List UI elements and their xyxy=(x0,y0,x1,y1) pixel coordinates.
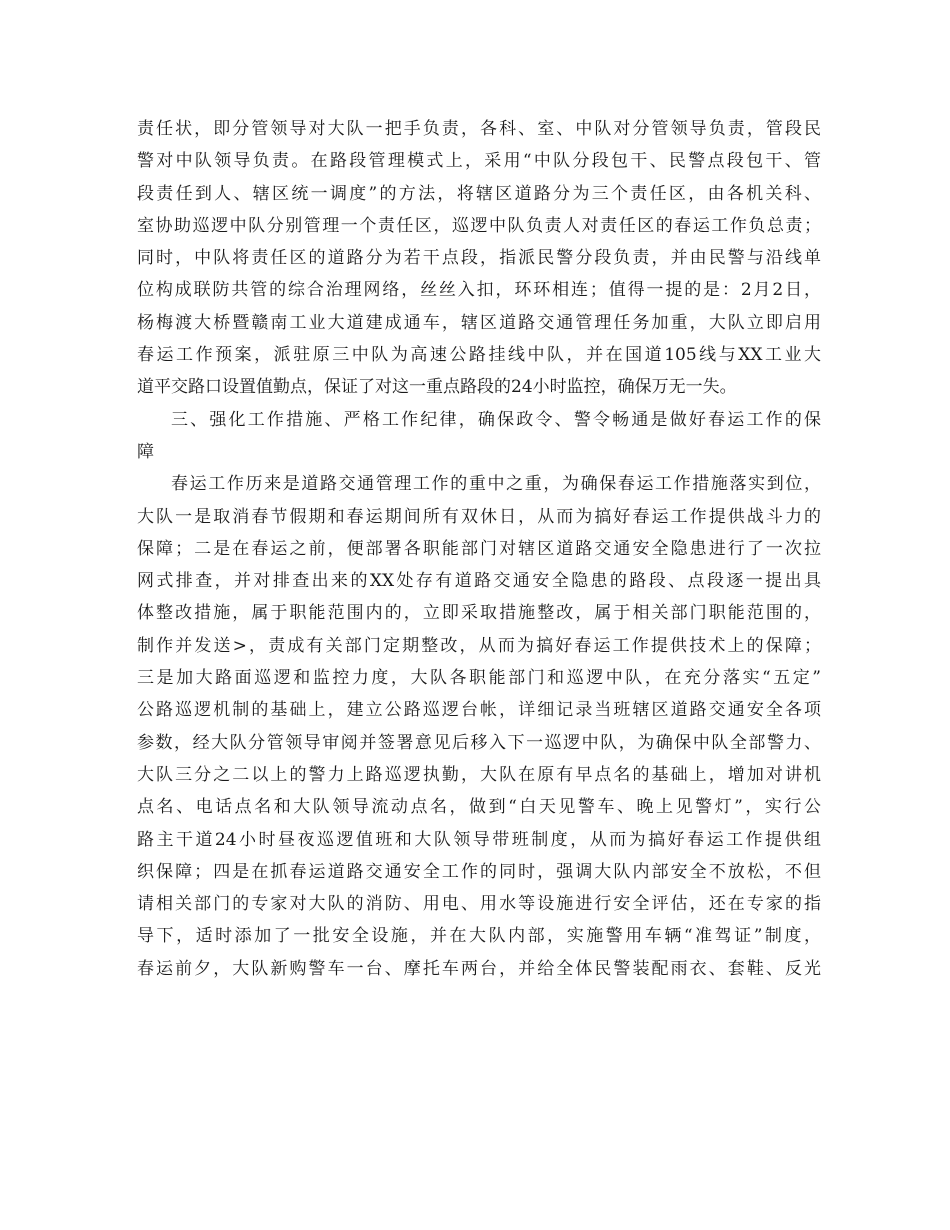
text-line: 段责任到人、辖区统一调度”的方法，将辖区道路分为三个责任区，由各机关科、 xyxy=(137,183,821,204)
text-line: 三是加大路面巡逻和监控力度，大队各职能部门和巡逻中队，在充分落实“五定” xyxy=(137,668,821,689)
text-line: 春运工作预案，派驻原三中队为高速公路挂线中队，并在国道105线与XX工业大 xyxy=(137,345,821,366)
text-line: 大队三分之二以上的警力上路巡逻执勤，大队在原有早点名的基础上，增加对讲机 xyxy=(137,764,821,785)
paragraph xyxy=(137,113,821,404)
text-line: 春运工作历来是道路交通管理工作的重中之重，为确保春运工作措施落实到位， xyxy=(171,474,821,495)
text-line: 公路巡逻机制的基础上，建立公路巡逻台帐，详细记录当班辖区道路交通安全各项 xyxy=(137,700,821,721)
text-line: 导下，适时添加了一批安全设施，并在大队内部，实施警用车辆“准驾证”制度， xyxy=(137,926,821,947)
text-line: 同时，中队将责任区的道路分为若干点段，指派民警分段负责，并由民警与沿线单 xyxy=(137,248,821,269)
paragraph xyxy=(137,468,821,985)
text-line: 织保障；四是在抓春运道路交通安全工作的同时，强调大队内部安全不放松，不但 xyxy=(137,861,821,882)
text-line: 杨梅渡大桥暨赣南工业大道建成通车，辖区道路交通管理任务加重，大队立即启用 xyxy=(137,312,821,333)
text-line: 制作并发送>，责成有关部门定期整改，从而为搞好春运工作提供技术上的保障； xyxy=(137,635,821,656)
text-line: 位构成联防共管的综合治理网络，丝丝入扣，环环相连；值得一提的是：2月2日， xyxy=(137,280,821,301)
text-line: 责任状，即分管领导对大队一把手负责，各科、室、中队对分管领导负责，管段民 xyxy=(137,119,821,139)
text-line: 请相关部门的专家对大队的消防、用电、用水等设施进行安全评估，还在专家的指 xyxy=(137,894,821,915)
text-line: 网式排查，并对排查出来的XX处存有道路交通安全隐患的路段、点段逐一提出具 xyxy=(137,571,821,592)
text-line: 大队一是取消春节假期和春运期间所有双休日，从而为搞好春运工作提供战斗力的 xyxy=(137,506,821,527)
text-line: 春运前夕，大队新购警车一台、摩托车两台，并给全体民警装配雨衣、套鞋、反光 xyxy=(137,958,821,979)
text-line: 警对中队领导负责。在路段管理模式上，采用“中队分段包干、民警点段包干、管 xyxy=(137,151,821,172)
document-page xyxy=(137,113,821,985)
text-line: 三、强化工作措施、严格工作纪律，确保政令、警令畅通是做好春运工作的保 xyxy=(171,409,821,430)
text-line: 点名、电话点名和大队领导流动点名，做到“白天见警车、晚上见警灯”，实行公 xyxy=(137,797,821,818)
text-line: 保障；二是在春运之前，便部署各职能部门对辖区道路交通安全隐患进行了一次拉 xyxy=(137,538,821,559)
text-line: 室协助巡逻中队分别管理一个责任区，巡逻中队负责人对责任区的春运工作负总责； xyxy=(137,215,821,236)
text-line: 障 xyxy=(137,441,154,462)
text-line: 道平交路口设置值勤点，保证了对这一重点路段的24小时监控，确保万无一失。 xyxy=(137,377,737,398)
text-line: 体整改措施，属于职能范围内的，立即采取措施整改，属于相关部门职能范围的， xyxy=(137,603,821,624)
text-line: 参数，经大队分管领导审阅并签署意见后移入下一巡逻中队，为确保中队全部警力、 xyxy=(137,732,821,753)
paragraph xyxy=(137,404,821,469)
text-line: 路主干道24小时昼夜巡逻值班和大队领导带班制度，从而为搞好春运工作提供组 xyxy=(137,829,821,850)
